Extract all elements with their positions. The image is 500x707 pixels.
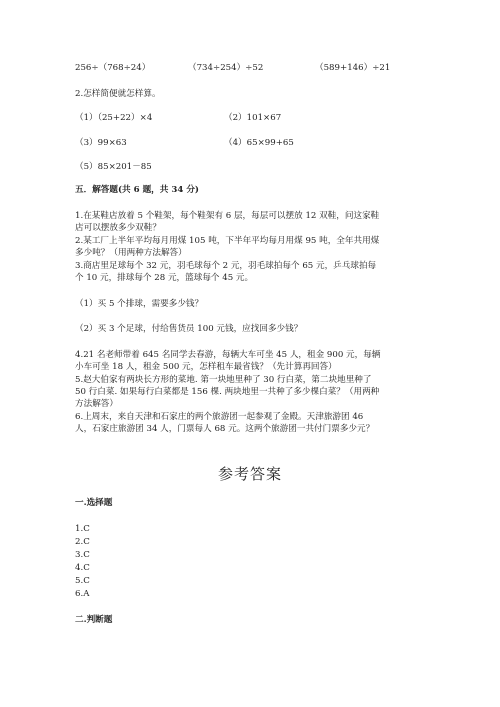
problem-1-line-2: 店可以摆放多少双鞋？ <box>75 223 161 233</box>
answer-4: 4.C <box>75 563 90 573</box>
answer-3: 3.C <box>75 550 90 560</box>
problem-3-line-1: 3.商店里足球每个 32 元，羽毛球每个 2 元，羽毛球拍每个 65 元，乒乓球拍每 <box>75 261 377 271</box>
problem-4-line-1: 4.21 名老师带着 645 名同学去春游，每辆大车可坐 45 人，租金 900 元，每辆 <box>75 350 381 360</box>
calc-item-1: 256÷（768÷24） <box>75 63 151 73</box>
problem-6-line-2: 人，石家庄旅游团 34 人，门票每人 68 元。这两个旅游团一共付门票多少元？ <box>75 424 375 434</box>
q2-item-3: （3）99×63 <box>75 138 127 148</box>
problem-5-line-1: 5.赵大伯家有两块长方形的菜地. 第一块地里种了 30 行白菜，第二块地里种了 <box>75 375 372 385</box>
q2-item-5: （5）85×201－85 <box>75 162 152 172</box>
answer-2: 2.C <box>75 537 90 547</box>
problem-1-line-1: 1.在某鞋店放着 5 个鞋架，每个鞋架有 6 层，每层可以摆放 12 双鞋，问这家鞋 <box>75 211 380 221</box>
answer-1: 1.C <box>75 524 90 534</box>
calc-item-3: （589+146）÷21 <box>315 63 391 73</box>
problem-5-line-2: 50 行白菜. 如果每行白菜都是 156 棵. 两块地里一共种了多少棵白菜？（用两种 <box>75 387 380 397</box>
problem-3-line-2: 个 10 元，排球每个 28 元，篮球每个 45 元。 <box>75 273 254 283</box>
answer-section-2-title: 二.判断题 <box>75 615 113 625</box>
answer-5: 5.C <box>75 576 90 586</box>
problem-2-line-2: 多少吨？（用两种方法解答） <box>75 248 187 258</box>
problem-3-sub-1: （1）买 5 个排球，需要多少钱？ <box>75 299 204 309</box>
q2-item-2: （2）101×67 <box>224 113 282 123</box>
answer-section-1-title: 一.选择题 <box>75 498 113 508</box>
problem-3-sub-2: （2）买 3 个足球，付给售货员 100 元钱，应找回多少钱？ <box>75 324 303 334</box>
q2-item-1: （1）（25+22）×4 <box>75 113 153 123</box>
q2-item-4: （4）65×99+65 <box>224 138 294 148</box>
problem-5-line-3: 方法解答） <box>75 399 118 409</box>
question-2-title: 2.怎样简便就怎样算。 <box>75 89 161 99</box>
problem-4-line-2: 小车可坐 18 人，租金 500 元，怎样租车最省钱？（先计算再回答） <box>75 362 337 372</box>
calc-item-2: （734÷254）÷52 <box>188 63 264 73</box>
answer-6: 6.A <box>75 589 90 599</box>
problem-2-line-1: 2.某工厂上半年平均每月用煤 105 吨，下半年平均每月用煤 95 吨，全年共用煤 <box>75 236 380 246</box>
answer-title: 参考答案 <box>217 465 282 483</box>
problem-6-line-1: 6.上周末，来自天津和石家庄的两个旅游团一起参观了金殿。天津旅游团 46 <box>75 412 364 422</box>
section-5-title: 五．解答题(共 6 题，共 34 分) <box>75 185 199 195</box>
